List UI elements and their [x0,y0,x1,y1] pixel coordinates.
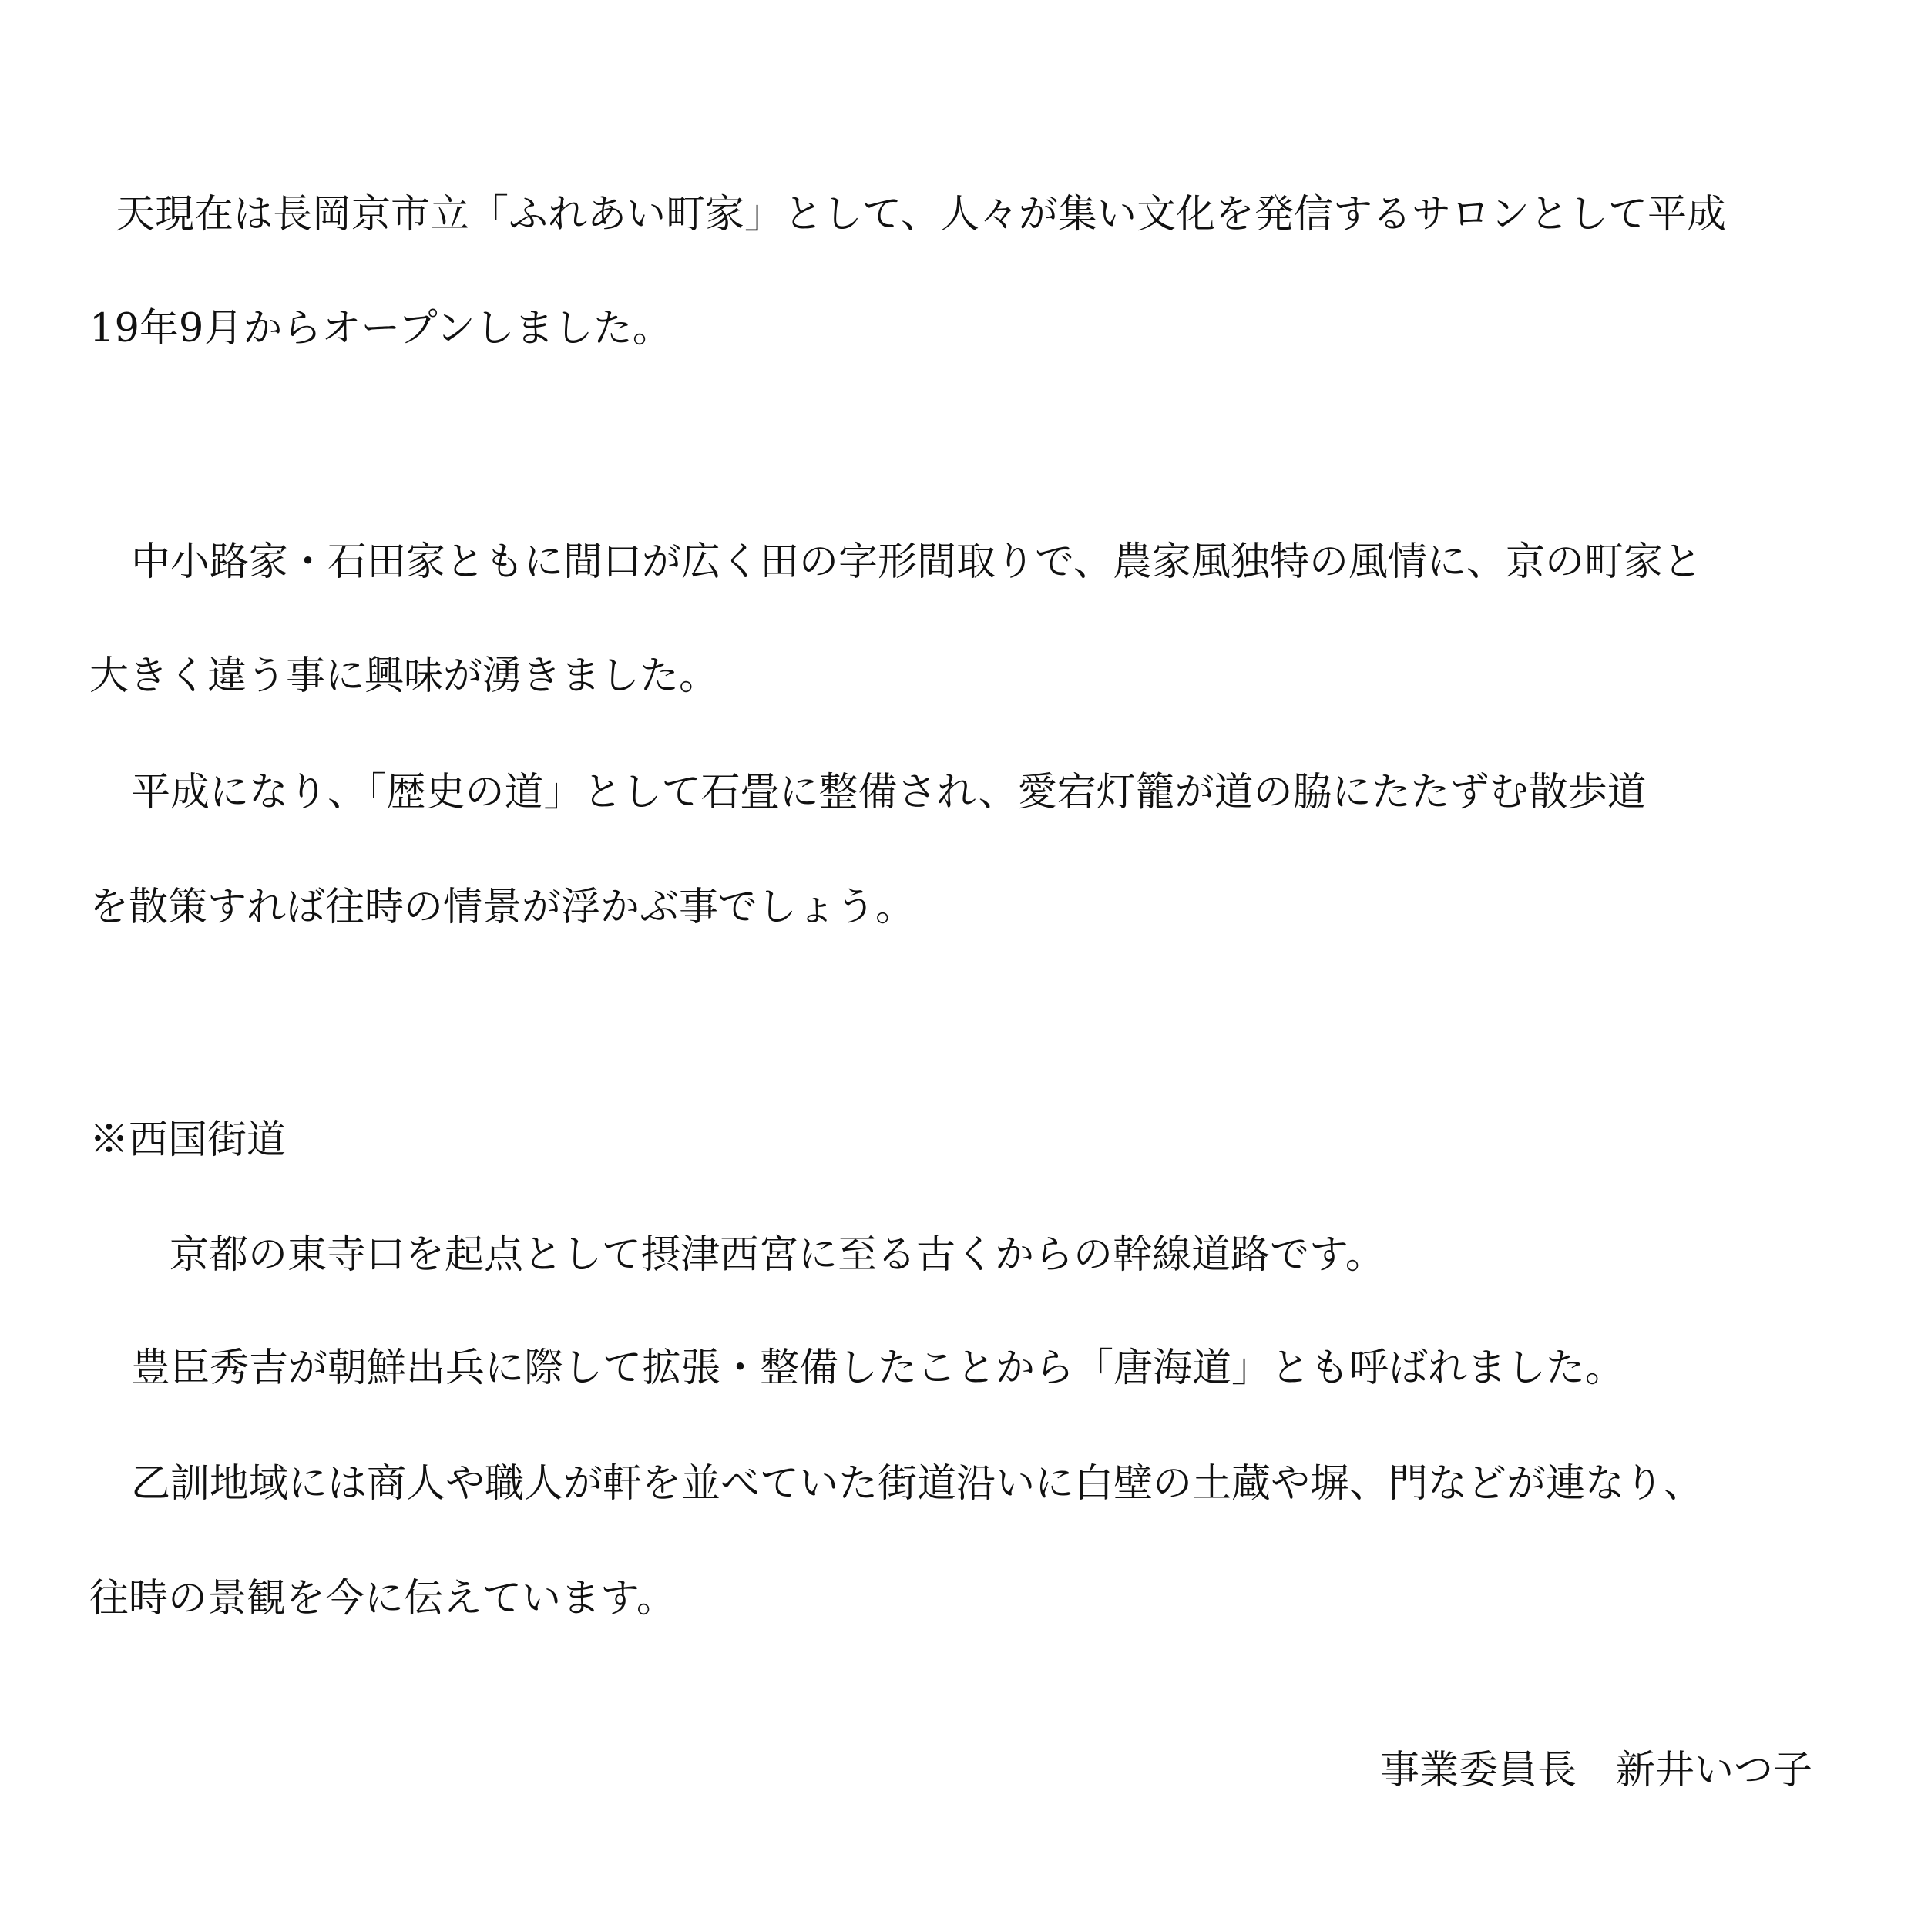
note-line-4: 往時の景観を今に伝えています。 [89,1576,676,1621]
paragraph-2-line-1: 中小路家・石田家ともに間口が広く田の字形間取りで、農家風独特の風情に、京の町家と [131,539,1702,585]
paragraph-3-line-2: を散策すれば往時の情景が浮かぶ事でしょう。 [89,885,915,930]
paragraph-1-line-2: 19年9月からオープンしました。 [89,306,672,351]
paragraph-2-line-2: 大きく違う事に興味が湧きました。 [89,654,719,699]
note-line-3: 乙訓地域には商人や職人が軒を並べていた街道沿いに白壁の土蔵や塀、門などが連なり、 [131,1461,1704,1507]
note-heading: ※西国街道 [89,1117,287,1163]
note-line-2: 豊臣秀吉が朝鮮出兵に際して拡張・整備したことから「唐海道」とも呼ばれました。 [131,1346,1625,1391]
note-line-1: 京都の東寺口を起点として摂津西宮に至る古くからの幹線道路です。 [170,1232,1385,1278]
author-signature: 事業委員長 新井いつ子 [1379,1748,1812,1793]
paragraph-3-line-1: 平成になり、「歴史の道」として石畳に整備され、愛宕灯籠が道の脇にたたずむ散歩道 [131,770,1647,815]
paragraph-1-line-1: 天現在は長岡京市立「ふれあい町家」として、人々が集い文化を発信するサロンとして平成 [116,192,1726,237]
